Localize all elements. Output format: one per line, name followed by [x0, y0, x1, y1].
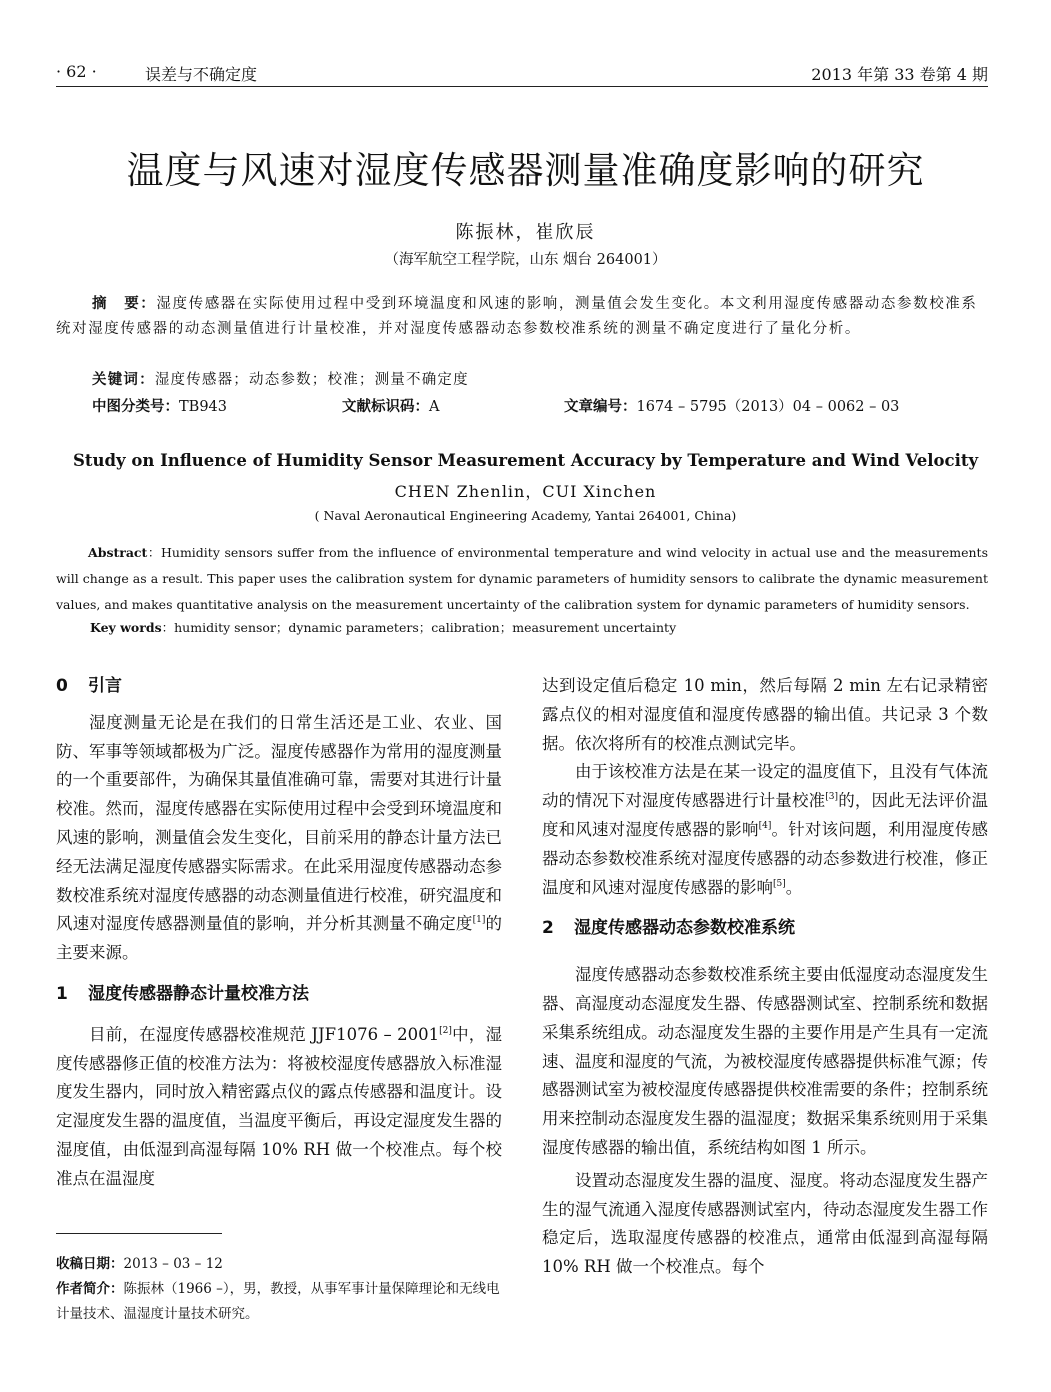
section-2-paragraph-1: 湿度传感器动态参数校准系统主要由低湿度动态湿度发生器、高湿度动态湿度发生器、传感器测试室、控制系统和数据采集系统组成。动态湿度发生器的主要作用是产生具有一定流速、温度和湿度的气流，为被校湿度传感器提供标准气源；传感器测试室为被校湿度传感器提供校准需要的条件；控制系统用来控制动态湿度发生器的温湿度；数据采集系统则用于采集湿度传感器的输出值，系统结构如图 1 所示。	[542, 965, 988, 1157]
keywords-en-text: ：humidity sensor；dynamic parameters；calibration；measurement uncertainty	[161, 620, 677, 635]
footnote-rule	[56, 1233, 222, 1234]
citation-1: [1]	[472, 915, 486, 926]
keywords-en	[90, 618, 676, 636]
section-2-paragraph-2: 设置动态湿度发生器的温度、湿度。将动态湿度发生器产生的湿气流通入湿度传感器测试室内，待动态湿度发生器工作稳定后，选取湿度传感器的校准点，通常由低湿到高湿每隔 10% RH 做一个校准点。每个	[542, 1170, 988, 1277]
article-number	[564, 395, 899, 416]
section-1-number: 1	[56, 983, 68, 1004]
section-1-paragraph	[56, 1021, 502, 1194]
affiliation-en: ( Naval Aeronautical Engineering Academy, Yantai 264001, China)	[314, 508, 737, 523]
section-0-paragraph	[56, 709, 502, 968]
left-column	[56, 672, 502, 1194]
abstract-cn-text: 湿度传感器在实际使用过程中受到环境温度和风速的影响，测量值会发生变化。本文利用湿度传感器动态参数校准系统对湿度传感器的动态测量值进行计量校准，并对湿度传感器动态参数校准系统的测量不确定度进行了量化分析。	[56, 296, 978, 337]
section-1-heading	[56, 980, 502, 1009]
abstract-cn	[56, 292, 988, 342]
received-date: 2013 – 03 – 12	[123, 1256, 223, 1272]
clc-value: TB943	[179, 399, 228, 415]
section-1-text-b: 中，湿度传感器修正值的校准方法为：将被校湿度传感器放入标准湿度发生器内，同时放入精密露点仪的露点传感器和温度计。设定湿度发生器的温度值，当温度平衡后，再设定湿度发生器的湿度值，由低湿到高湿每隔 10% RH 做一个校准点。每个校准点在温湿度	[56, 1024, 502, 1188]
section-1-text-a: 目前，在湿度传感器校准规范 JJF1076 – 2001	[89, 1024, 440, 1044]
right-p2-text-d: 。	[785, 877, 803, 897]
doc-code-label: 文献标识码：	[342, 399, 429, 415]
abstract-en	[56, 540, 988, 618]
article-no-value: 1674 – 5795（2013）04 – 0062 – 03	[636, 399, 900, 415]
footnote-author	[56, 1277, 504, 1327]
right-paragraph-1: 达到设定值后稳定 10 min，然后每隔 2 min 左右记录精密露点仪的相对湿度值和湿度传感器的输出值。共记录 3 个数据。依次将所有的校准点测试完毕。	[542, 676, 988, 753]
keywords-cn-text: 湿度传感器；动态参数；校准；测量不确定度	[154, 372, 469, 388]
section-2-heading	[542, 914, 988, 943]
clc-code	[92, 395, 227, 416]
section-0-text-a: 湿度测量无论是在我们的日常生活还是工业、农业、国防、军事等领域都极为广泛。湿度传感器作为常用的湿度测量的一个重要部件，为确保其量值准确可靠，需要对其进行计量校准。然而，湿度传感器在实际使用过程中会受到环境温度和风速的影响，测量值会发生变化，目前采用的静态计量方法已经无法满足湿度传感器实际需求。在此采用湿度传感器动态参数校准系统对湿度传感器的动态测量值进行校准，研究温度和风速对湿度传感器测量值的影响，并分析其测量不确定度	[56, 712, 502, 934]
keywords-en-label: Key words	[90, 620, 162, 635]
abstract-cn-label: 摘 要：	[92, 296, 157, 312]
section-0-title: 引言	[88, 676, 122, 696]
header-rule	[56, 86, 988, 87]
clc-label: 中图分类号：	[92, 399, 179, 415]
doc-code-value: A	[429, 399, 440, 415]
right-p2-text-b: 的，因此无法评价温度和风速对湿度传感器的影响	[542, 791, 989, 839]
right-paragraph-2	[542, 758, 988, 902]
section-1-title: 湿度传感器静态计量校准方法	[88, 983, 309, 1004]
authors-en: CHEN Zhenlin，CUI Xinchen	[394, 482, 657, 501]
journal-name: 误差与不确定度	[145, 65, 258, 84]
right-p2-text-c: 。针对该问题，利用湿度传感器动态参数校准系统对湿度传感器的动态参数进行校准，修正温度和风速对湿度传感器的影响	[542, 819, 989, 897]
received-label: 收稿日期：	[56, 1256, 124, 1272]
keywords-cn	[92, 368, 469, 389]
footnote-received	[56, 1252, 223, 1272]
section-0-text-b: 的主要来源。	[56, 914, 503, 963]
doc-code	[342, 395, 439, 416]
paper-title-cn: 温度与风速对湿度传感器测量准确度影响的研究	[126, 149, 925, 192]
article-no-label: 文章编号：	[564, 399, 637, 415]
right-p2-text-a: 由于该校准方法是在某一设定的温度值下，且没有气体流动的情况下对湿度传感器进行计量校准	[542, 762, 988, 811]
issue-info: 2013 年第 33 卷第 4 期	[811, 65, 988, 84]
right-column	[542, 672, 988, 1282]
section-0-heading	[56, 672, 502, 701]
citation-5: [5]	[773, 878, 786, 889]
author-bio-label: 作者简介：	[56, 1281, 124, 1297]
citation-3: [3]	[825, 792, 839, 803]
section-0-number: 0	[56, 676, 68, 696]
keywords-cn-label: 关键词：	[92, 372, 155, 388]
authors-cn: 陈振林，崔欣辰	[455, 222, 596, 243]
citation-4: [4]	[758, 820, 772, 831]
abstract-en-text: ：Humidity sensors suffer from the influence of environmental temperature and wind velocity in actual use and the measurements will change as a result. This paper uses the calibration system for dynamic parameters of humidity sensors to calibrate the dynamic measurement values, and makes quantitative analysis on the measurement uncertainty of the calibration system for dynamic parameters of humidity sensors.	[56, 545, 988, 612]
section-2-number: 2	[542, 918, 554, 939]
affiliation-cn: （海军航空工程学院，山东 烟台 264001）	[384, 252, 667, 268]
citation-2: [2]	[439, 1025, 452, 1036]
abstract-en-label: Abstract	[88, 545, 148, 560]
paper-title-en: Study on Influence of Humidity Sensor Measurement Accuracy by Temperature and Wind Velocity	[72, 451, 979, 470]
section-2-title: 湿度传感器动态参数校准系统	[574, 918, 795, 939]
author-bio: 陈振林（1966 –），男，教授，从事军事计量保障理论和无线电计量技术、温湿度计量技术研究。	[56, 1281, 500, 1322]
page-number: · 62 ·	[56, 62, 97, 81]
